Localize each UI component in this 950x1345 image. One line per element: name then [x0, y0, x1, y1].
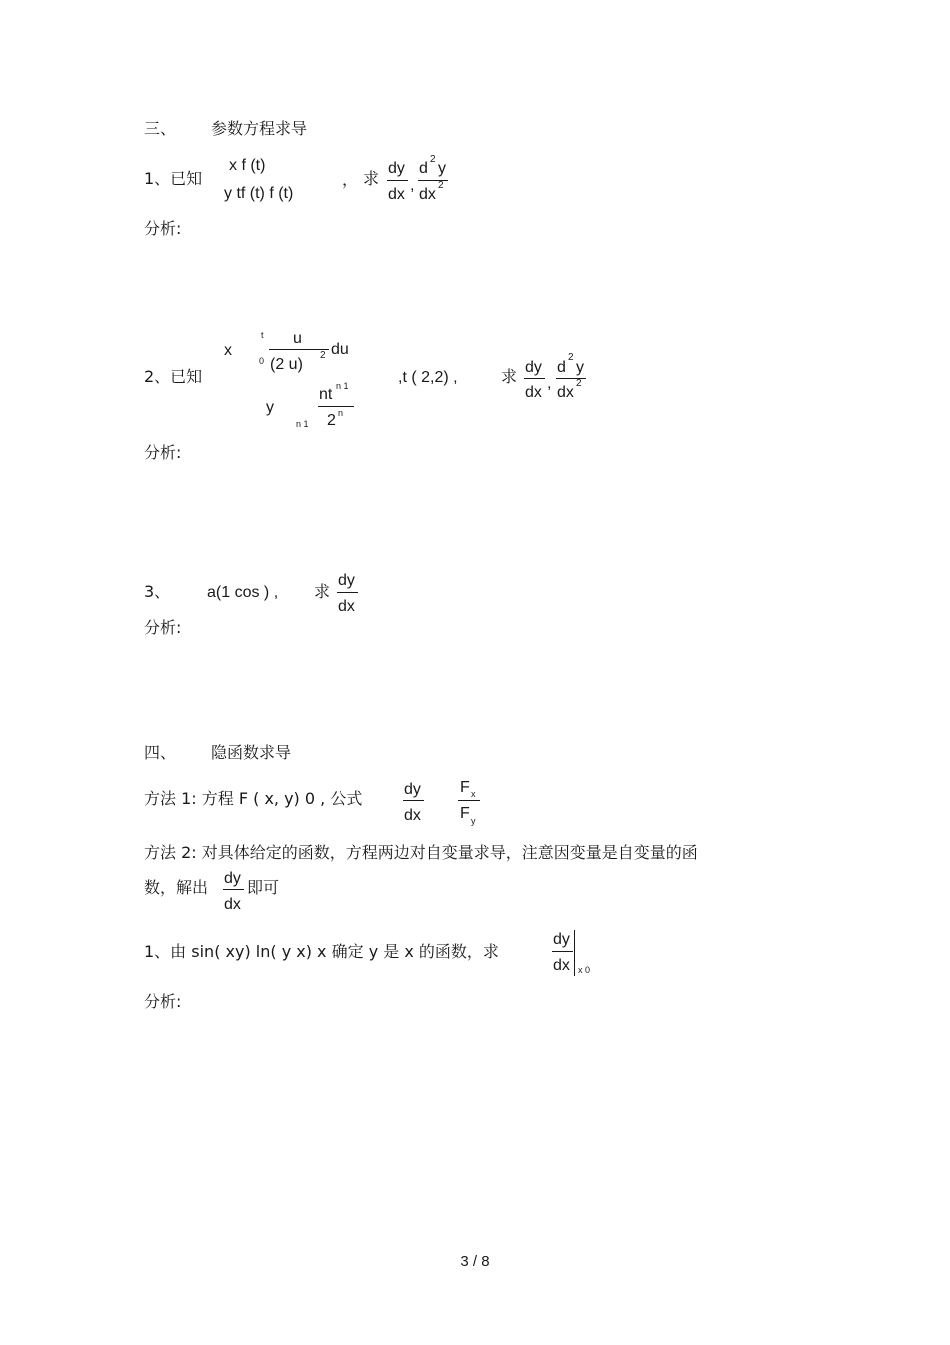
- q2-dy: dy: [525, 359, 542, 376]
- q2-dx2: dx: [557, 384, 574, 401]
- q2-condition: ,t ( 2,2) ,: [398, 369, 458, 386]
- q2-ask: 求: [501, 367, 518, 386]
- q2-sum-denominator-exp: n: [338, 408, 344, 418]
- section3-number: 三、: [144, 119, 177, 138]
- q3-ask: 求: [314, 582, 331, 601]
- q2-du: du: [331, 341, 349, 358]
- q2-integral-upper: t: [261, 330, 264, 340]
- analysis-3: 分析:: [144, 618, 182, 637]
- method1-Fy-subscript: y: [471, 816, 476, 826]
- method2-dx: dx: [224, 896, 241, 913]
- q2-label: 2、已知: [144, 367, 203, 386]
- q1-x-equation: x f (t): [229, 157, 266, 174]
- section4-title: 隐函数求导: [211, 743, 292, 762]
- q1-dx-superscript: 2: [438, 180, 444, 191]
- q3-dx: dx: [338, 598, 355, 615]
- method1-Fx-subscript: x: [471, 789, 476, 799]
- q2-denominator-superscript: 2: [320, 350, 326, 361]
- q1-y: y: [438, 160, 446, 177]
- q2-d: d: [557, 359, 566, 376]
- q2-y: y: [576, 359, 584, 376]
- method2-line1: 方法 2: 对具体给定的函数，方程两边对自变量求导，注意因变量是自变量的函: [144, 843, 698, 862]
- q2-sum-fraction-bar: [318, 406, 354, 407]
- q2-x-var: x: [224, 342, 232, 359]
- method1-fraction-bar: [403, 800, 424, 801]
- method2-line2-start: 数，解出: [144, 878, 209, 897]
- q2-integral-lower: 0: [259, 356, 265, 366]
- method2-line2-end: 即可: [247, 878, 280, 897]
- method1-Fx: F: [460, 779, 470, 796]
- q3-fraction-bar: [337, 592, 358, 593]
- method2-dy: dy: [224, 870, 241, 887]
- method1-dx: dx: [404, 807, 421, 824]
- q1-ask: 求: [363, 169, 380, 188]
- q1-dx: dx: [388, 186, 405, 203]
- q1-label: 1、已知: [144, 169, 203, 188]
- q1-d: d: [419, 160, 428, 177]
- section4-number: 四、: [144, 743, 177, 762]
- q2-fraction-denominator: (2 u): [270, 356, 303, 373]
- q1-comma: ，: [342, 170, 359, 189]
- q2-sum-denominator: 2: [327, 412, 336, 429]
- sec4-q1-dx: dx: [553, 957, 570, 974]
- method2-fraction-bar: [223, 889, 244, 890]
- q2-sum-numerator: nt: [319, 386, 333, 403]
- q3-expression: a(1 cos ) ,: [207, 584, 279, 601]
- analysis-2: 分析:: [144, 443, 182, 462]
- section3-title: 参数方程求导: [211, 119, 308, 138]
- q1-y-equation: y tf (t) f (t): [224, 185, 294, 202]
- q2-sum-numerator-exp: n 1: [336, 381, 349, 391]
- method1-text: 方法 1: 方程 F ( x, y) 0 , 公式: [144, 789, 363, 808]
- analysis-1: 分析:: [144, 219, 182, 238]
- q1-superscript: 2: [430, 154, 436, 165]
- q3-dy: dy: [338, 572, 355, 589]
- method1-F-fraction-bar: [458, 800, 480, 801]
- q1-separator: ,: [410, 177, 415, 194]
- q1-dy: dy: [388, 160, 405, 177]
- q2-superscript: 2: [568, 352, 574, 363]
- q2-y-var: y: [266, 399, 274, 416]
- sec4-q1-text: 1、由 sin( xy) ln( y x) x 确定 y 是 x 的函数，求: [144, 942, 499, 961]
- sec4-q1-evaluation-bar: [574, 930, 575, 976]
- sec4-q1-evaluation-point: x 0: [578, 965, 591, 975]
- q2-dx: dx: [525, 384, 542, 401]
- method1-Fy: F: [460, 805, 470, 822]
- sec4-q1-dy: dy: [553, 931, 570, 948]
- q2-fraction-bar-2: [524, 378, 545, 379]
- method1-dy: dy: [404, 781, 421, 798]
- q2-sum-index: n 1: [296, 419, 309, 429]
- q3-label: 3、: [144, 582, 171, 601]
- sec4-q1-fraction-bar: [552, 951, 573, 952]
- q2-fraction-numerator: u: [293, 330, 302, 347]
- q2-separator: ,: [547, 375, 552, 392]
- q1-fraction-bar: [387, 180, 408, 181]
- page-number: 3 / 8: [460, 1253, 490, 1270]
- analysis-4: 分析:: [144, 992, 182, 1011]
- q1-dx2: dx: [419, 186, 436, 203]
- q2-dx-superscript: 2: [576, 378, 582, 389]
